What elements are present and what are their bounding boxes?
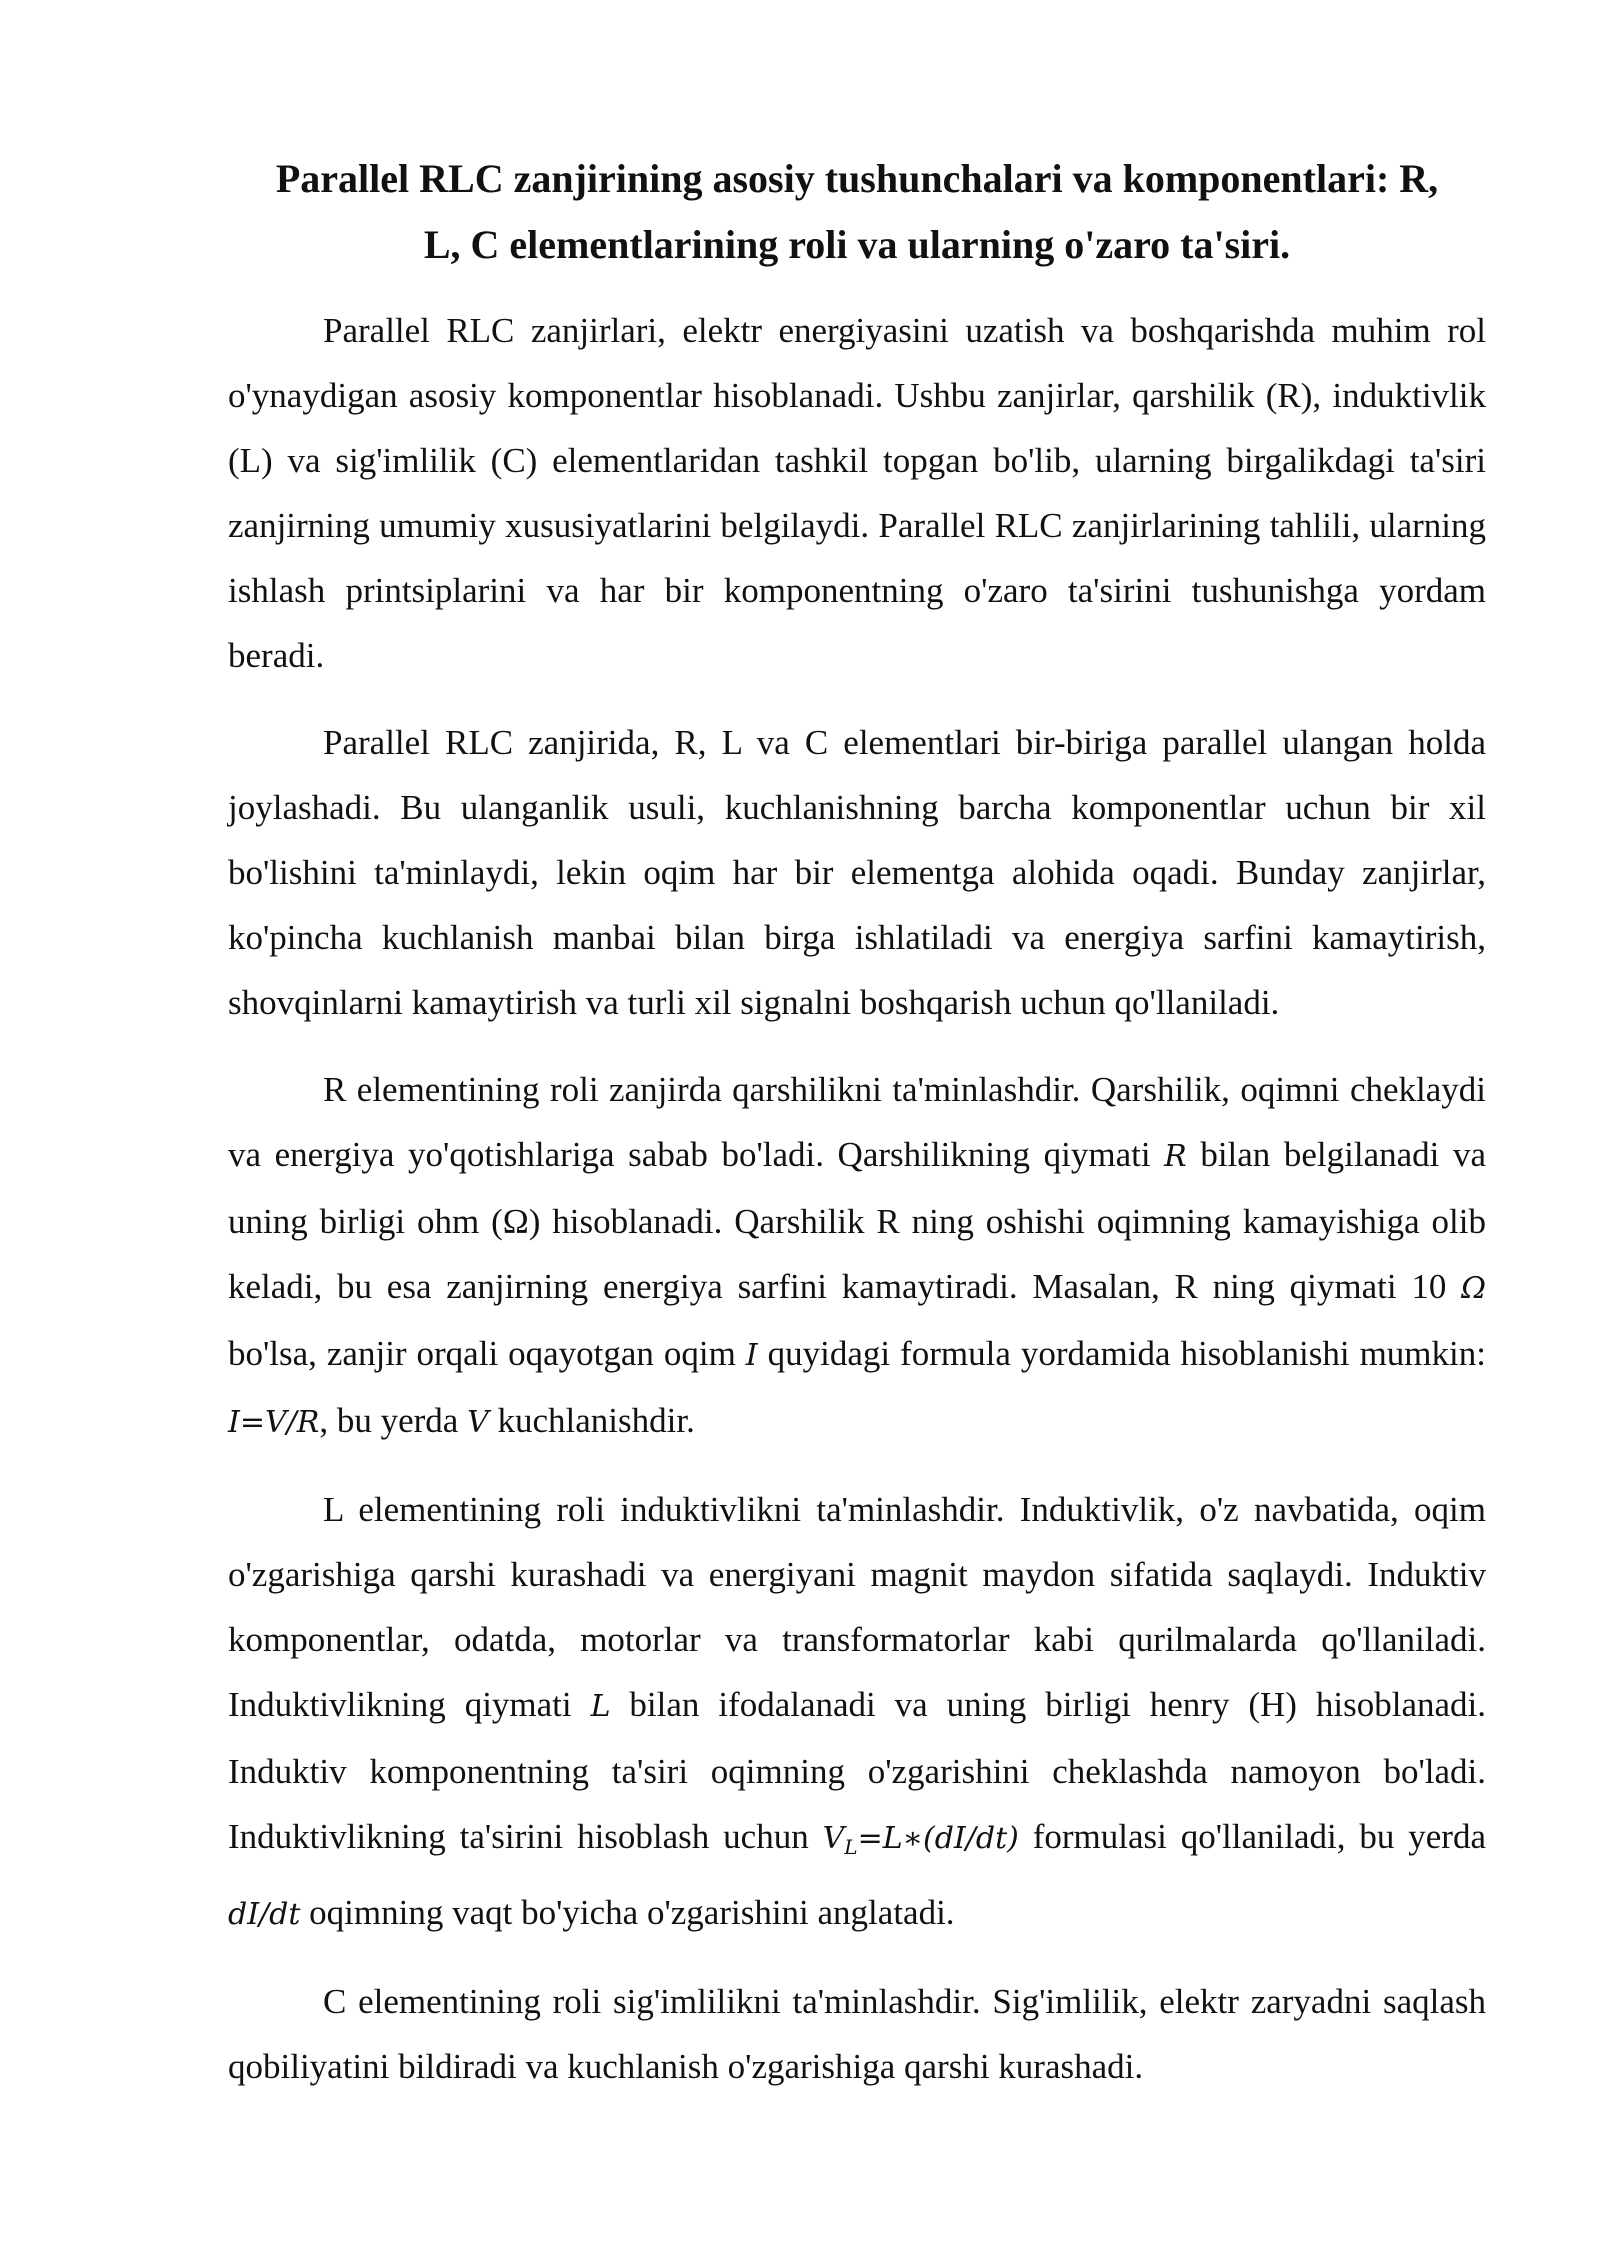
math-derivative-di-dt: dI/dt <box>228 1897 301 1932</box>
text-run: quyidagi formula yordamida hisoblanishi mumkin: <box>757 1334 1486 1373</box>
text-run: bo'lsa, zanjir orqali oqayotgan oqim <box>228 1334 746 1373</box>
math-symbol-i: I <box>745 1338 758 1373</box>
math-symbol-v: V <box>467 1405 489 1440</box>
math-symbol-ohm: Ω <box>1461 1271 1486 1306</box>
ohms-law-formula: I=V/R <box>228 1405 320 1440</box>
title-line-2: L, C elementlarining roli va ularning o'zaro ta'siri. <box>423 222 1291 267</box>
text-run: , bu yerda <box>319 1401 468 1440</box>
math-symbol-r: R <box>1164 1139 1187 1174</box>
title-line-1: Parallel RLC zanjirining asosiy tushunchalari va komponentlari: R, <box>275 156 1439 201</box>
text-run: R elementining roli zanjirda qarshilikni ta'minlashdir. Qarshilik, oqimni cheklaydi va energiya yo'qotishlariga sabab bo'ladi. Qarshilikning qiymati <box>228 1070 1486 1174</box>
text-run: bilan ifodalanadi va uning birligi henry (H) hisoblanadi. Induktiv komponentning ta'siri oqimning o'zgarishini cheklashda namoyon bo'ladi. Induktivlikning ta'sirini hisoblash uchun <box>228 1685 1486 1856</box>
text-run: oqimning vaqt bo'yicha o'zgarishini anglatadi. <box>300 1893 955 1932</box>
paragraph-parallel-connection: Parallel RLC zanjirida, R, L va C elementlari bir-biriga parallel ulangan holda joylashadi. Bu ulanganlik usuli, kuchlanishning barcha komponentlar uchun bir xil bo'lishini ta'minlaydi, lekin oqim har bir elementga alohida oqadi. Bunday zanjirlar, ko'pincha kuchlanish manbai bilan birga ishlatiladi va energiya sarfini kamaytirish, shovqinlarni kamaytirish va turli xil signalni boshqarish uchun qo'llaniladi. <box>228 723 1486 1022</box>
paragraph-inductor <box>228 1477 1486 1947</box>
formula-v: V <box>822 1821 845 1856</box>
math-symbol-l: L <box>590 1689 611 1724</box>
formula-subscript-l: L <box>844 1835 858 1859</box>
text-run: bilan belgilanadi va uning birligi ohm (Ω) hisoblanadi. Qarshilik R ning oshishi oqimning kamayishiga olib keladi, bu esa zanjirning energiya sarfini kamaytiradi. Masalan, R ning qiymati 10 <box>228 1135 1486 1306</box>
paragraph-intro: Parallel RLC zanjirlari, elektr energiyasini uzatish va boshqarishda muhim rol o'ynaydigan asosiy komponentlar hisoblanadi. Ushbu zanjirlar, qarshilik (R), induktivlik (L) va sig'imlilik (C) elementlaridan tashkil topgan bo'lib, ularning birgalikdagi ta'siri zanjirning umumiy xususiyatlarini belgilaydi. Parallel RLC zanjirlarining tahlili, ularning ishlash printsiplarini va har bir komponentning o'zaro ta'sirini tushunishga yordam beradi. <box>228 311 1486 675</box>
document-page <box>228 146 1486 2099</box>
formula-rest: =L∗(dI/dt) <box>857 1821 1019 1856</box>
text-run: kuchlanishdir. <box>488 1401 695 1440</box>
page-title <box>228 146 1486 278</box>
paragraph-resistor <box>228 1057 1486 1455</box>
text-run: L elementining roli induktivlikni ta'minlashdir. Induktivlik, o'z navbatida, oqim o'zgarishiga qarshi kurashadi va energiyani magnit maydon sifatida saqlaydi. Induktiv komponentlar, odatda, motorlar va transformatorlar kabi qurilmalarda qo'llaniladi. Induktivlikning qiymati <box>228 1490 1486 1724</box>
paragraph-capacitor: C elementining roli sig'imlilikni ta'minlashdir. Sig'imlilik, elektr zaryadni saqlash qobiliyatini bildiradi va kuchlanish o'zgarishiga qarshi kurashadi. <box>228 1982 1486 2086</box>
inductor-voltage-formula <box>822 1821 1019 1859</box>
text-run: formulasi qo'llaniladi, bu yerda <box>1018 1817 1486 1856</box>
